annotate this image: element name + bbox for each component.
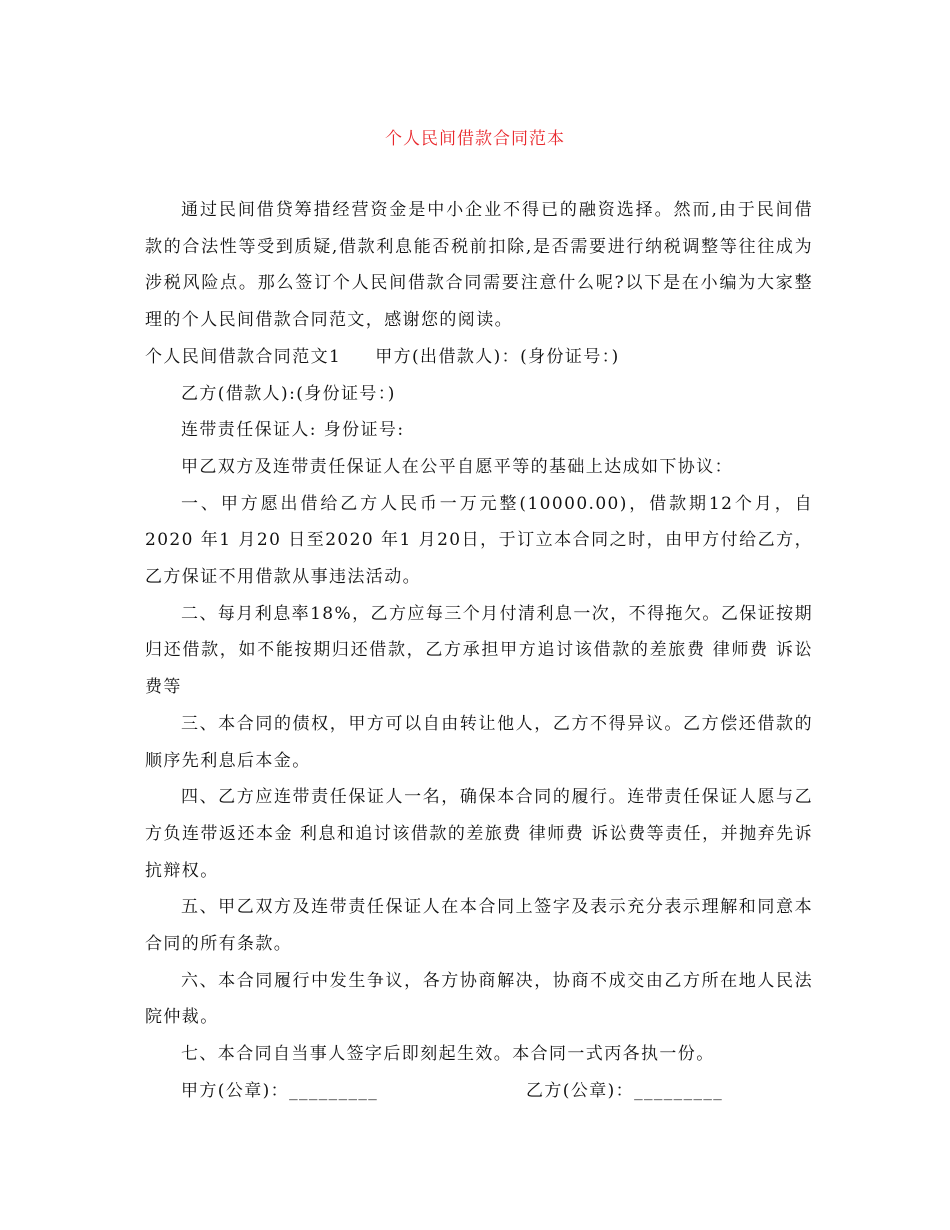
clause-1: 一、甲方愿出借给乙方人民币一万元整(10000.00)，借款期12个月，自2020 年1 月20 日至2020 年1 月20日，于订立本合同之时，由甲方付给乙方，乙方保证不用借款从事违法活动。 xyxy=(145,493,813,588)
clause-2: 二、每月利息率18%，乙方应每三个月付清利息一次，不得拖欠。乙保证按期归还借款，如不能按期归还借款，乙方承担甲方追讨该借款的差旅费 律师费 诉讼费等 xyxy=(145,603,813,698)
clause-3: 三、本合同的债权，甲方可以自由转让他人，乙方不得异议。乙方偿还借款的顺序先利息后本金。 xyxy=(145,713,813,771)
guarantor-line: 连带责任保证人: 身份证号: xyxy=(181,420,405,441)
signature-party-b: 乙方(公章)：_________ xyxy=(526,1080,724,1101)
intro-paragraph: 通过民间借贷筹措经营资金是中小企业不得已的融资选择。然而,由于民间借款的合法性等受到质疑,借款利息能否税前扣除,是否需要进行纳税调整等往往成为涉税风险点。那么签订个人民间借款合同需要注意什么呢?以下是在小编为大家整理的个人民间借款合同范文，感谢您的阅读。 xyxy=(145,200,813,331)
clause-6: 六、本合同履行中发生争议，各方协商解决，协商不成交由乙方所在地人民法院仲裁。 xyxy=(145,970,813,1028)
preamble-paragraph: 甲乙双方及连带责任保证人在公平自愿平等的基础上达成如下协议： xyxy=(181,456,733,477)
party-b-line: 乙方(借款人):(身份证号：) xyxy=(181,383,396,404)
sample-heading-line xyxy=(145,339,813,376)
signature-party-a: 甲方(公章)：_________ xyxy=(181,1080,379,1101)
party-a-line: 甲方(出借款人)：(身份证号：) xyxy=(375,346,620,367)
sample-heading: 个人民间借款合同范文1 xyxy=(145,346,342,367)
signature-row xyxy=(145,1073,813,1110)
clause-5: 五、甲乙双方及连带责任保证人在本合同上签字及表示充分表示理解和同意本合同的所有条款。 xyxy=(145,897,813,955)
document-title: 个人民间借款合同范本 xyxy=(385,129,565,149)
clause-7: 七、本合同自当事人签字后即刻起生效。本合同一式丙各执一份。 xyxy=(181,1044,715,1065)
document-body xyxy=(145,192,813,1110)
clause-4: 四、乙方应连带责任保证人一名，确保本合同的履行。连带责任保证人愿与乙方负连带返还本金 利息和追讨该借款的差旅费 律师费 诉讼费等责任，并抛弃先诉抗辩权。 xyxy=(145,787,813,881)
